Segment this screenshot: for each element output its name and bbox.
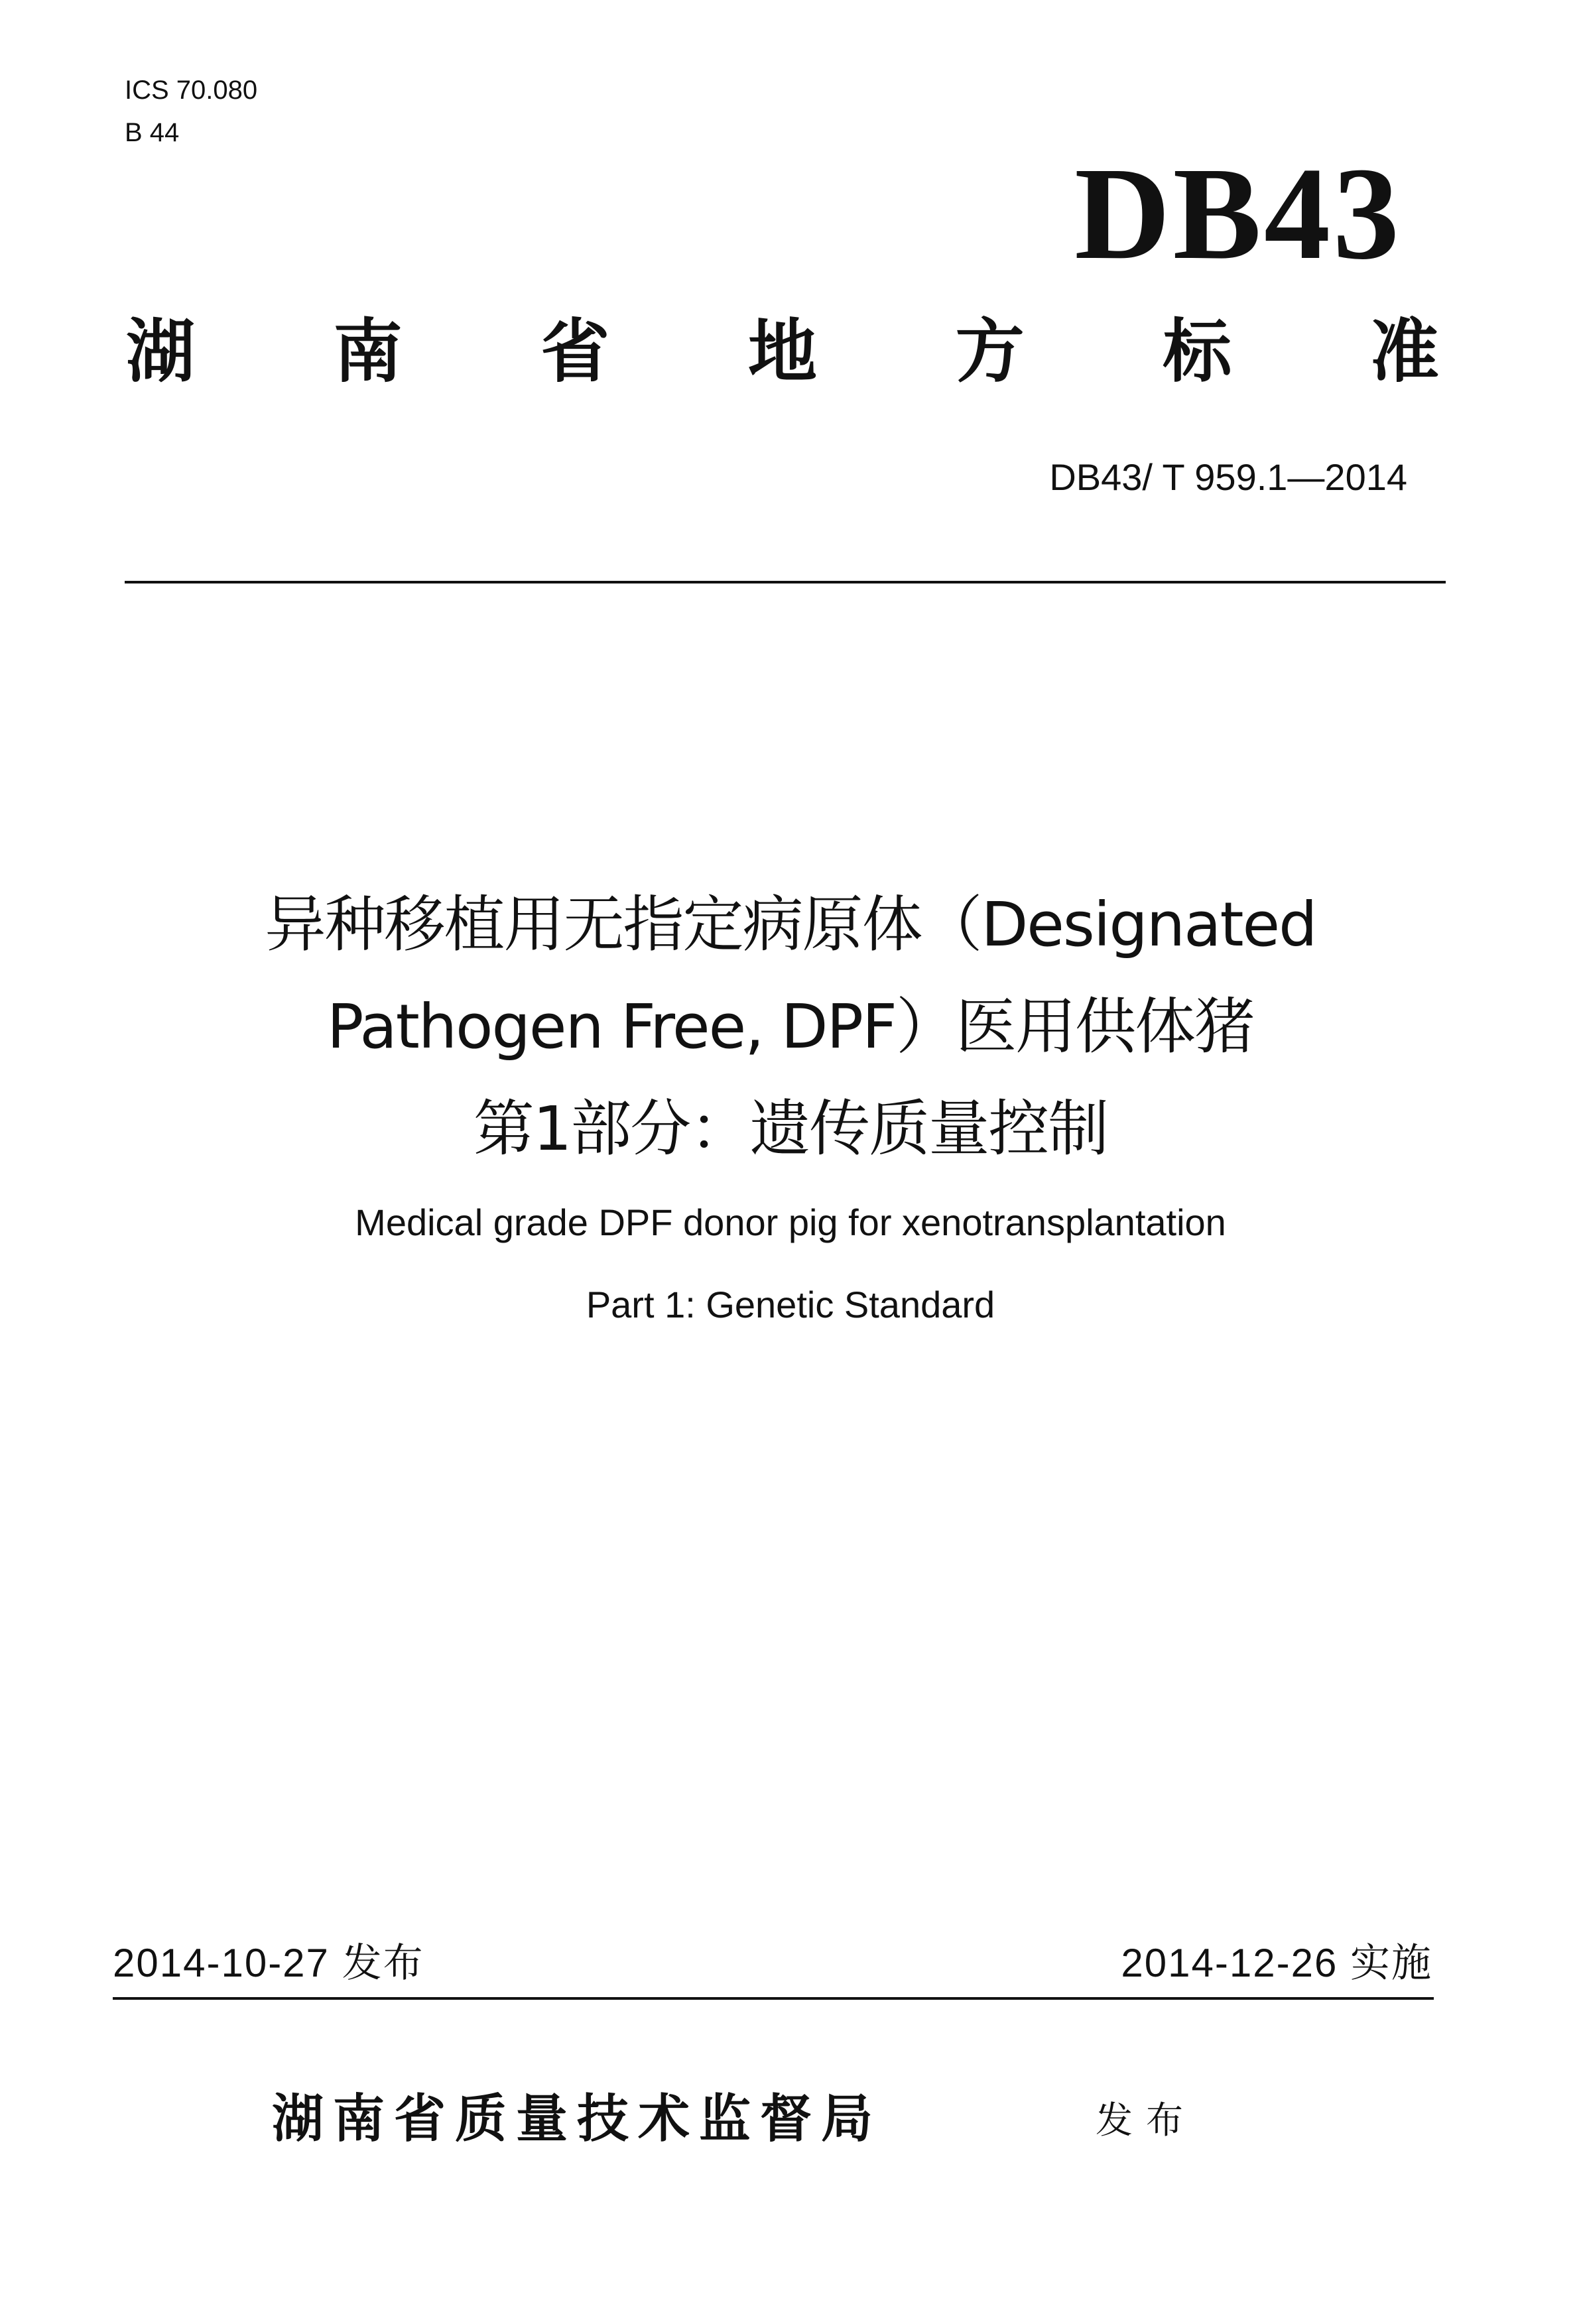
issuing-authority: 湖南省质量技术监督局 <box>272 2089 883 2149</box>
standard-type-heading <box>126 312 1439 391</box>
english-title: Medical grade DPF donor pig for xenotransplantation <box>355 1201 1226 1243</box>
chinese-title-line: 第1部分：遗传质量控制 <box>473 1093 1108 1164</box>
implementation-date: 2014-12-26 实施 <box>1121 1941 1432 1985</box>
standard-logo: DB43 <box>1074 141 1402 287</box>
chinese-title-line: 异种移植用无指定病原体（Designated <box>265 889 1316 960</box>
issuing-label: 发布 <box>1096 2099 1196 2142</box>
standard-type-char: 标 <box>1163 310 1232 392</box>
footer-divider <box>113 1997 1434 2000</box>
header-divider <box>125 581 1446 583</box>
standard-type-char: 地 <box>747 310 817 392</box>
standard-type-char: 湖 <box>126 310 196 392</box>
chinese-title-line: Pathogen Free, DPF）医用供体猪 <box>327 991 1254 1062</box>
standard-type-char: 南 <box>333 310 403 392</box>
standard-type-char: 方 <box>955 310 1025 392</box>
ics-code: ICS 70.080 <box>125 76 258 105</box>
standard-type-char: 准 <box>1369 310 1439 392</box>
english-subtitle: Part 1: Genetic Standard <box>586 1284 995 1325</box>
chinese-title <box>127 874 1454 1180</box>
standard-type-char: 省 <box>540 310 610 392</box>
standard-number: DB43/ T 959.1—2014 <box>1049 456 1407 498</box>
issue-date: 2014-10-27 发布 <box>113 1941 424 1985</box>
ccs-code: B 44 <box>125 118 180 147</box>
